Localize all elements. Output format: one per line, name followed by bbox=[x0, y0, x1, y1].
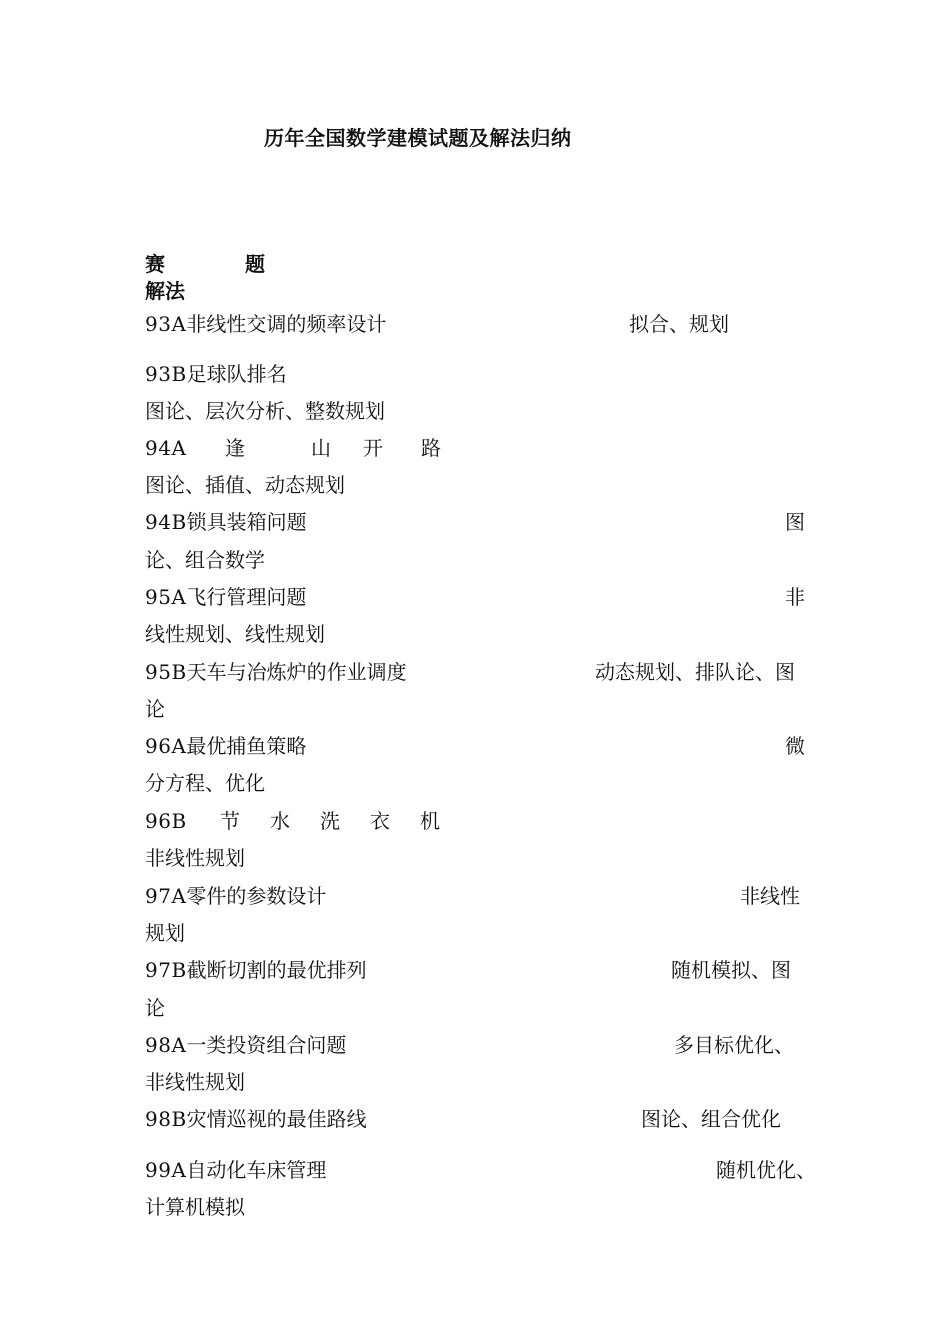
problem-title: 最优捕鱼策略 bbox=[186, 734, 307, 758]
problem-title: 截断切割的最优排列 bbox=[186, 958, 367, 982]
problem-code: 93B bbox=[145, 362, 187, 386]
header-method: 解法 bbox=[145, 279, 185, 303]
problem-code: 98B bbox=[145, 1107, 187, 1131]
list-item bbox=[145, 310, 825, 338]
solution-method-wrap: 非线性规划 bbox=[145, 846, 245, 870]
problem-code: 93A bbox=[145, 312, 187, 336]
problem-title-char: 水 bbox=[270, 809, 290, 833]
list-item bbox=[145, 1156, 825, 1184]
list-item bbox=[145, 807, 825, 835]
list-item bbox=[145, 882, 825, 910]
solution-method-wrap: 图论、层次分析、整数规划 bbox=[145, 399, 385, 423]
problem-title-char: 洗 bbox=[320, 809, 340, 833]
problem-title-char: 开 bbox=[363, 436, 383, 460]
problem-code: 94A bbox=[145, 436, 187, 460]
problem-title: 足球队排名 bbox=[186, 362, 287, 386]
problem-code: 98A bbox=[145, 1033, 187, 1057]
problem-title-char: 节 bbox=[220, 809, 240, 833]
list-item bbox=[145, 658, 825, 686]
solution-method: 多目标优化、 bbox=[674, 1033, 794, 1057]
list-item bbox=[145, 434, 825, 462]
problem-title-char: 机 bbox=[420, 809, 440, 833]
solution-method: 图论、组合优化 bbox=[641, 1107, 781, 1131]
solution-method: 非线性 bbox=[740, 884, 800, 908]
problem-title: 锁具装箱问题 bbox=[186, 510, 307, 534]
problem-code: 96B bbox=[145, 809, 187, 833]
solution-method-wrap: 规划 bbox=[145, 921, 185, 945]
problem-title: 灾情巡视的最佳路线 bbox=[186, 1107, 367, 1131]
header-contest-char1: 赛 bbox=[145, 252, 165, 276]
problem-title: 零件的参数设计 bbox=[186, 884, 327, 908]
solution-method: 微 bbox=[785, 734, 805, 758]
solution-method-wrap: 线性规划、线性规划 bbox=[145, 622, 325, 646]
solution-method: 随机模拟、图 bbox=[671, 958, 791, 982]
list-item bbox=[145, 1031, 825, 1059]
solution-method: 非 bbox=[785, 585, 805, 609]
problem-code: 99A bbox=[145, 1158, 187, 1182]
problem-code: 94B bbox=[145, 510, 187, 534]
problem-title: 飞行管理问题 bbox=[186, 585, 307, 609]
solution-method-wrap: 论 bbox=[145, 697, 165, 721]
list-item bbox=[145, 583, 825, 611]
list-item bbox=[145, 732, 825, 760]
list-item bbox=[145, 1105, 825, 1133]
problem-title: 非线性交调的频率设计 bbox=[186, 312, 387, 336]
solution-method-wrap: 计算机模拟 bbox=[145, 1195, 245, 1219]
problem-code: 95A bbox=[145, 585, 187, 609]
problem-title-char: 衣 bbox=[370, 809, 390, 833]
problem-code: 97B bbox=[145, 958, 187, 982]
solution-method-wrap: 非线性规划 bbox=[145, 1070, 245, 1094]
problem-title-char: 路 bbox=[421, 436, 441, 460]
problem-code: 97A bbox=[145, 884, 187, 908]
solution-method-wrap: 论 bbox=[145, 996, 165, 1020]
solution-method-wrap: 分方程、优化 bbox=[145, 771, 265, 795]
problem-code: 95B bbox=[145, 660, 187, 684]
problem-title: 天车与冶炼炉的作业调度 bbox=[186, 660, 407, 684]
list-item bbox=[145, 508, 825, 536]
problem-code: 96A bbox=[145, 734, 187, 758]
list-item bbox=[145, 956, 825, 984]
document-title: 历年全国数学建模试题及解法归纳 bbox=[264, 126, 572, 150]
solution-method: 图 bbox=[785, 510, 805, 534]
solution-method: 动态规划、排队论、图 bbox=[595, 660, 795, 684]
solution-method-wrap: 图论、插值、动态规划 bbox=[145, 473, 345, 497]
list-item bbox=[145, 360, 825, 388]
problem-title-char: 山 bbox=[311, 436, 331, 460]
problem-title-char: 逢 bbox=[225, 436, 245, 460]
problem-title: 自动化车床管理 bbox=[186, 1158, 327, 1182]
problem-title: 一类投资组合问题 bbox=[186, 1033, 347, 1057]
solution-method: 随机优化、 bbox=[716, 1158, 816, 1182]
solution-method: 拟合、规划 bbox=[629, 312, 729, 336]
solution-method-wrap: 论、组合数学 bbox=[145, 548, 265, 572]
header-contest-char2: 题 bbox=[245, 252, 265, 276]
